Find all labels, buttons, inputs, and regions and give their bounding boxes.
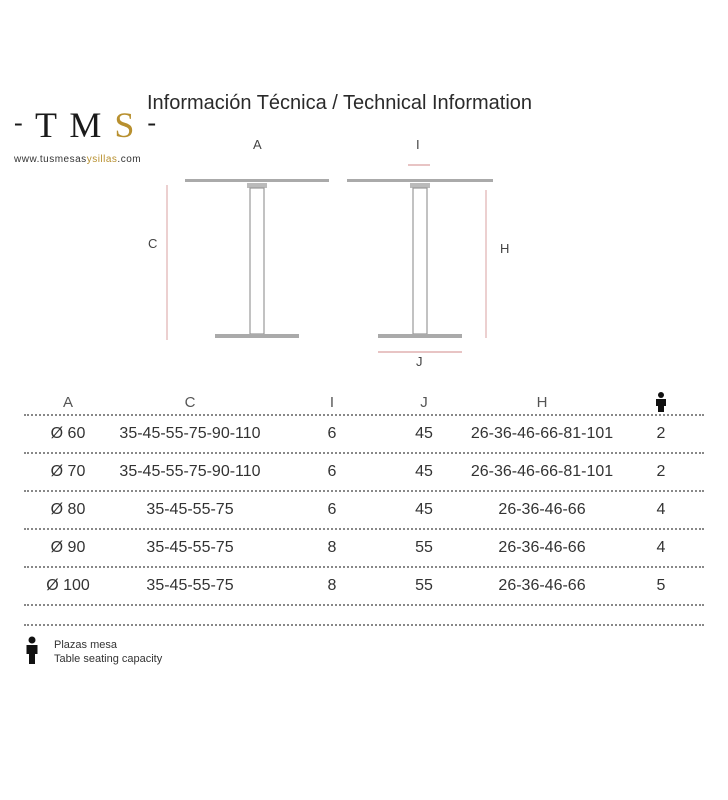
base-plate <box>215 334 299 338</box>
dimension-label-c: C <box>148 236 158 251</box>
page-title: Información Técnica / Technical Information <box>147 92 533 114</box>
cell-a: Ø 90 <box>50 539 86 556</box>
cell-i: 6 <box>327 425 337 442</box>
dotted-separator <box>24 624 704 626</box>
seating-legend <box>26 636 163 669</box>
legend-line-en: Table seating capacity <box>54 653 163 665</box>
spec-table <box>24 392 704 626</box>
website-part: www.tusmesas <box>14 154 87 165</box>
website-part: ysillas <box>86 154 118 165</box>
cell-seats: 2 <box>656 463 666 480</box>
table-header <box>24 392 704 414</box>
cell-c: 35-45-55-75 <box>146 539 234 556</box>
cell-h: 26-36-46-66-81-101 <box>470 425 614 442</box>
cell-a: Ø 60 <box>50 425 86 442</box>
cell-seats: 4 <box>656 501 666 518</box>
column <box>250 188 264 334</box>
dimension-label-a: A <box>253 137 262 152</box>
cell-h: 26-36-46-66 <box>498 577 586 594</box>
header-h: H <box>536 394 548 411</box>
table-diagram <box>0 0 728 380</box>
table-side-view <box>347 165 493 352</box>
cell-a: Ø 80 <box>50 501 86 518</box>
logo-letter-s: S <box>114 105 137 145</box>
table-row <box>24 530 704 566</box>
top-plate <box>247 183 267 188</box>
header-a: A <box>62 394 74 411</box>
logo-letter-m: M <box>69 105 104 145</box>
cell-i: 6 <box>327 463 337 480</box>
legend-text <box>54 638 162 666</box>
cell-i: 8 <box>327 577 337 594</box>
person-icon <box>26 651 38 668</box>
cell-a: Ø 100 <box>46 577 90 594</box>
table-row <box>24 454 704 490</box>
cell-j: 45 <box>415 425 433 442</box>
logo-dash: - <box>14 108 25 137</box>
table-row <box>24 416 704 452</box>
dimension-label-i: I <box>416 137 420 152</box>
header-j: J <box>420 394 428 411</box>
website-part: .com <box>117 154 142 165</box>
table-row <box>24 492 704 528</box>
cell-c: 35-45-55-75-90-110 <box>119 463 261 480</box>
header-c: C <box>184 394 196 411</box>
cell-a: Ø 70 <box>50 463 86 480</box>
cell-j: 55 <box>415 539 433 556</box>
cell-i: 8 <box>327 539 337 556</box>
cell-seats: 5 <box>656 577 666 594</box>
cell-i: 6 <box>327 501 337 518</box>
cell-h: 26-36-46-66 <box>498 539 586 556</box>
dimension-label-j: J <box>416 354 423 369</box>
tabletop <box>185 179 329 182</box>
cell-c: 35-45-55-75-90-110 <box>119 425 261 442</box>
legend-line-es: Plazas mesa <box>54 639 117 651</box>
cell-j: 55 <box>415 577 433 594</box>
column <box>413 188 427 334</box>
cell-c: 35-45-55-75 <box>146 577 234 594</box>
base-plate <box>378 334 462 338</box>
table-front-view <box>167 179 329 340</box>
cell-j: 45 <box>415 463 433 480</box>
top-plate <box>410 183 430 188</box>
cell-seats: 2 <box>656 425 666 442</box>
cell-seats: 4 <box>656 539 666 556</box>
cell-j: 45 <box>415 501 433 518</box>
logo-dash: - <box>147 108 159 137</box>
table-row <box>24 568 704 604</box>
header-i: I <box>329 394 335 411</box>
cell-h: 26-36-46-66 <box>498 501 586 518</box>
spacer <box>24 606 704 624</box>
tabletop <box>347 179 493 182</box>
person-icon <box>655 392 667 419</box>
dimension-label-h: H <box>500 241 510 256</box>
logo-letter-t: T <box>35 105 59 145</box>
cell-c: 35-45-55-75 <box>146 501 234 518</box>
cell-h: 26-36-46-66-81-101 <box>470 463 614 480</box>
